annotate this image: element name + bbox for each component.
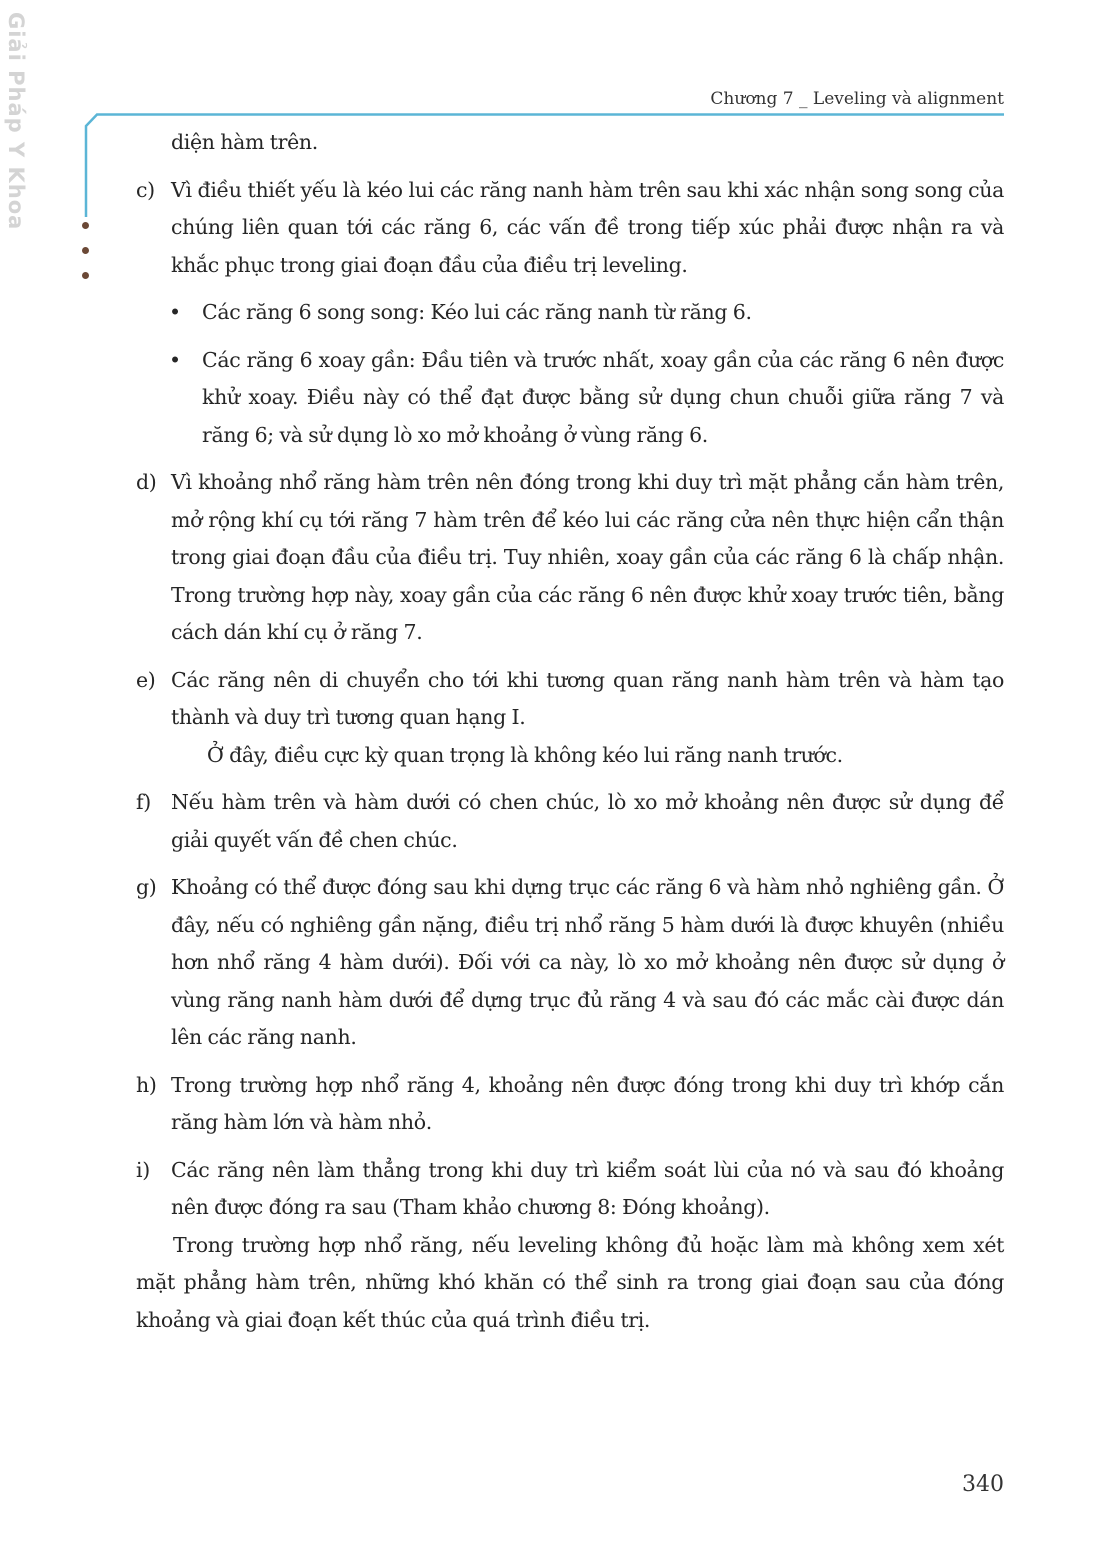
decor-dot-3 — [82, 272, 89, 279]
item-text: Các răng nên di chuyển cho tới khi tương quan răng nanh hàm trên và hàm tạo thành và duy trì tương quan hạng I. — [171, 667, 1004, 729]
decor-dot-1 — [82, 222, 89, 229]
item-label: d) — [136, 470, 157, 494]
body-text — [136, 124, 1004, 1339]
item-text: Khoảng có thể được đóng sau khi dựng trục các răng 6 và hàm nhỏ nghiêng gần. Ở đây, nếu có nghiêng gần nặng, điều trị nhổ răng 5 hàm dưới là được khuyên (nhiều hơn nhổ răng 4 hàm dưới). Đối với ca này, lò xo mở khoảng nên được sử dụng ở vùng răng nanh hàm dưới để dựng trục đủ răng 4 và sau đó các mắc cài được dán lên các răng nanh. — [171, 875, 1004, 1049]
list-item-e — [136, 662, 1004, 737]
item-label: f) — [136, 790, 151, 814]
item-label: h) — [136, 1072, 157, 1097]
list-item-h — [136, 1067, 1004, 1142]
page-number: 340 — [962, 1472, 1004, 1497]
bullet-dot-icon: • — [169, 300, 181, 324]
closing-paragraph: Trong trường hợp nhổ răng, nếu leveling không đủ hoặc làm mà không xem xét mặt phẳng hàm trên, những khó khăn có thể sinh ra trong giai đoạn sau của đóng khoảng và giai đoạn kết thúc của quá trình điều trị. — [136, 1232, 1004, 1332]
list-item-d — [136, 464, 1004, 652]
item-text: Các răng nên làm thẳng trong khi duy trì kiểm soát lùi của nó và sau đó khoảng nên được đóng ra sau (Tham khảo chương 8: Đóng khoảng). — [171, 1157, 1004, 1219]
bullet-text: Các răng 6 xoay gần: Đầu tiên và trước nhất, xoay gần của các răng 6 nên được khử xoay. Điều này có thể đạt được bằng sử dụng chun chuỗi giữa răng 7 và răng 6; và sử dụng lò xo mở khoảng ở vùng răng 6. — [202, 347, 1004, 447]
side-brand-text: Giải Pháp Y Khoa — [4, 12, 28, 231]
decor-dot-2 — [82, 247, 89, 254]
item-text: Nếu hàm trên và hàm dưới có chen chúc, lò xo mở khoảng nên được sử dụng để giải quyết vấn đề chen chúc. — [171, 790, 1004, 852]
item-text: Trong trường hợp nhổ răng 4, khoảng nên được đóng trong khi duy trì khớp cắn răng hàm lớn và hàm nhỏ. — [171, 1072, 1004, 1134]
running-header: Chương 7 _ Leveling và alignment — [710, 89, 1004, 109]
item-text: Vì khoảng nhổ răng hàm trên nên đóng trong khi duy trì mặt phẳng cắn hàm trên, mở rộng khí cụ tới răng 7 hàm trên để kéo lui các răng cửa nên thực hiện cẩn thận trong giai đoạn đầu của điều trị. Tuy nhiên, xoay gần của các răng 6 là chấp nhận. Trong trường hợp này, xoay gần của các răng 6 nên được khử xoay trước tiên, bằng cách dán khí cụ ở răng 7. — [171, 470, 1004, 644]
item-label: g) — [136, 875, 157, 899]
list-item-g — [136, 869, 1004, 1057]
list-item-c — [136, 172, 1004, 285]
continued-line: diện hàm trên. — [171, 130, 318, 154]
bullet-item — [136, 294, 1004, 332]
item-label: e) — [136, 667, 156, 692]
list-item-i — [136, 1152, 1004, 1227]
item-text: Vì điều thiết yếu là kéo lui các răng nanh hàm trên sau khi xác nhận song song của chúng liên quan tới các răng 6, các vấn đề trong tiếp xúc phải được nhận ra và khắc phục trong giai đoạn đầu của điều trị leveling. — [171, 177, 1004, 277]
bullet-text: Các răng 6 song song: Kéo lui các răng nanh từ răng 6. — [202, 300, 752, 324]
item-label: i) — [136, 1157, 150, 1182]
item-label: c) — [136, 177, 155, 202]
list-item-f — [136, 784, 1004, 859]
bullet-dot-icon: • — [169, 347, 181, 372]
item-note: Ở đây, điều cực kỳ quan trọng là không kéo lui răng nanh trước. — [207, 742, 843, 767]
bullet-item — [136, 342, 1004, 455]
